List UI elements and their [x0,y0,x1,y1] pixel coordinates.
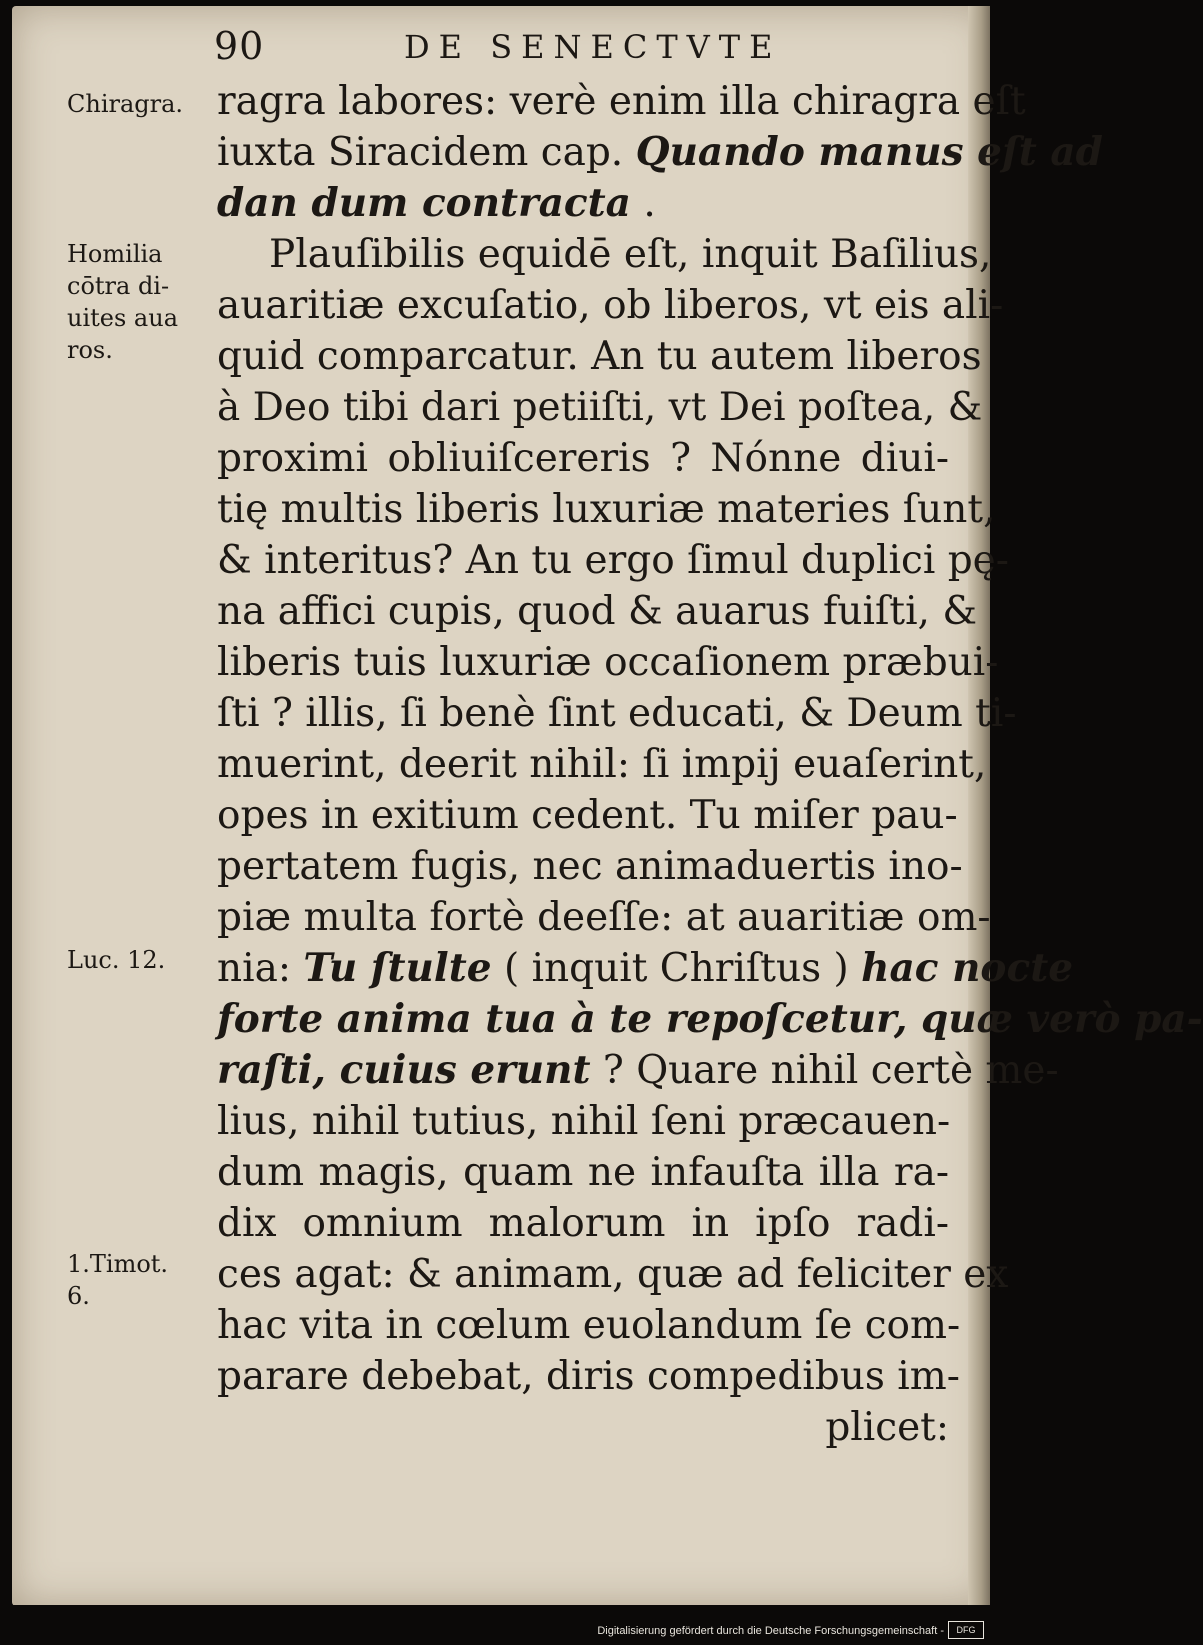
text-segment: liberis tuis luxuriæ occaſionem præbui- [217,640,999,685]
text-line [217,790,958,841]
text-segment: quid comparcatur. An tu autem liberos [217,334,982,379]
text-line [217,535,1009,586]
italic-segment: raſti, cuius erunt [217,1047,591,1093]
text-segment: auaritiæ excuſatio, ob liberos, vt eis ali- [217,283,1004,328]
text-line [217,1249,1009,1300]
text-line [217,841,963,892]
text-line [217,433,949,484]
text-segment: & interitus? An tu ergo ſimul duplici pę- [217,538,1009,583]
margin-note-chiragra: Chiragra. [67,90,184,118]
text-line [217,1198,949,1249]
text-line [217,331,982,382]
text-line [217,892,991,943]
text-segment: dum magis, quam ne infauſta illa ra- [217,1150,949,1195]
italic-segment: Tu ſtulte [303,945,492,991]
margin-note-homilia: Homilia cōtra di- uites aua ros. [67,240,178,364]
text-line [217,127,1103,178]
text-segment: pertatem fugis, nec animaduertis ino- [217,844,963,889]
text-segment: lius, nihil tutius, nihil ſeni præcauen- [217,1099,951,1144]
text-line [217,1096,949,1147]
page-number: 90 [214,24,265,68]
text-line [217,688,1017,739]
text-segment: . [630,181,656,226]
text-segment: dix omnium malorum in ipſo radi- [217,1201,949,1246]
text-segment: ( inquit Chriſtus ) [491,946,862,991]
text-segment: iuxta Siracidem cap. [217,130,636,175]
text-segment: ces agat: & animam, quæ ad feliciter ex [217,1252,1009,1297]
margin-note-timot: 1.Timot. 6. [67,1250,169,1310]
text-line [217,280,1004,331]
text-segment: nia: [217,946,304,991]
text-line [217,637,999,688]
text-line [217,229,992,280]
text-segment: piæ multa fortè deeſſe: at auaritiæ om- [217,895,991,940]
italic-segment: hac nocte [861,945,1074,991]
text-line [217,1045,1059,1096]
text-line [217,178,949,229]
footer-credit: Digitalisierung gefördert durch die Deutsche Forschungsgemeinschaft - [597,1625,944,1637]
text-segment: opes in exitium cedent. Tu miſer pau- [217,793,958,838]
text-line [217,1147,949,1198]
text-segment: na affici cupis, quod & auarus fuiſti, & [217,589,978,634]
dfg-logo: DFG [948,1621,984,1639]
text-line [217,382,983,433]
text-segment: ragra labores: verè enim illa chiragra eſt [217,79,1026,124]
text-line [217,1402,949,1453]
text-segment: parare debebat, diris compedibus im- [217,1354,960,1399]
text-line [217,994,1203,1045]
text-line [217,1351,960,1402]
text-segment: ? Quare nihil certè me- [590,1048,1059,1093]
margin-note-luc: Luc. 12. [67,946,166,974]
text-line [217,76,1026,127]
text-segment: ſti ? illis, ſi benè ſint educati, & Deum ti- [217,691,1017,736]
body-text [217,76,1203,1453]
text-segment: proximi obliuiſcereris ? Nónne diui- [217,436,949,481]
book-page [12,6,1203,1606]
page-header [12,24,990,74]
text-line [217,739,987,790]
text-line [217,943,1074,994]
text-segment: Plauſibilis equidē eſt, inquit Baſilius, [269,232,992,277]
text-line [217,1300,961,1351]
text-segment: hac vita in cœlum euolandum ſe com- [217,1303,961,1348]
text-line [217,484,996,535]
italic-segment: dan dum contracta [217,180,631,226]
running-head: DE SENECTVTE [404,28,782,66]
text-segment: à Deo tibi dari petiiſti, vt Dei poſtea, & [217,385,983,430]
italic-segment: forte anima tua à te repoſcetur, quæ verò pa- [217,996,1203,1042]
italic-segment: Quando manus eſt ad [635,129,1103,175]
text-segment: muerint, deerit nihil: ſi impij euaſerint, [217,742,987,787]
text-line [217,586,978,637]
footer-bar [0,1605,1000,1645]
text-segment: tię multis liberis luxuriæ materies ſunt, [217,487,996,532]
text-segment: plicet: [825,1405,949,1450]
